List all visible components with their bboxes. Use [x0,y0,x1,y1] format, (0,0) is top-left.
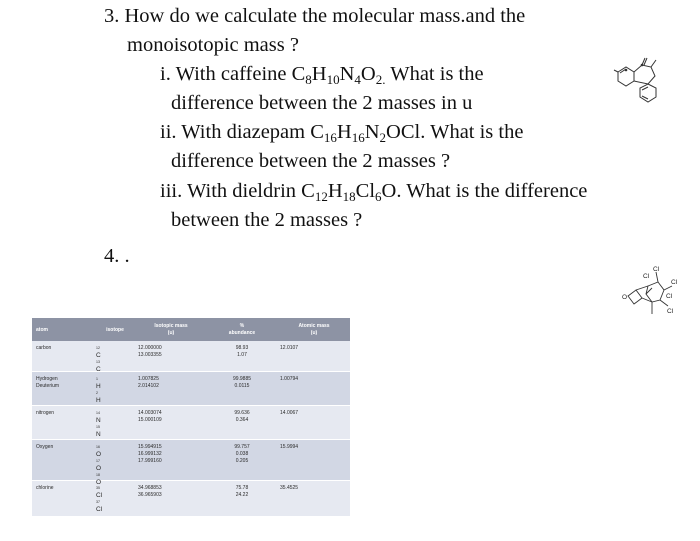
table-header-row [32,318,350,341]
header-isotope: isotope [106,326,124,333]
isotope-symbols: 35 Cl 37 Cl [96,486,103,513]
atomic-mass: 35.4525 [280,485,299,491]
isotopic-masses: 12.000000 13.003355 [138,345,162,358]
table-row [32,372,350,406]
header-abundance: % abundance [228,322,256,336]
atomic-mass: 15.9994 [280,444,299,450]
atomic-mass: 14.0067 [280,410,299,416]
header-isotopic-mass: Isotopic mass (u) [154,322,188,336]
table-row [32,481,350,517]
atom-name: carbon [36,345,52,351]
abundances: 99.757 0.038 0.205 [234,444,250,464]
question-3-line-1: 3. How do we calculate the molecular mass.and the [104,5,526,27]
question-3-item-ii: ii. With diazepam $C_{16}H_{16}N_2OCl$. What is the [160,121,524,145]
atom-name: chlorine [36,485,54,491]
dieldrin-label-cl-5: Cl [667,308,674,315]
isotopic-masses: 34.968853 36.965903 [138,485,162,498]
question-3-item-iii: iii. With dieldrin $C_{12}H_{18}Cl_6O$. What is the difference [160,180,588,204]
isotopic-masses: 15.994915 16.999132 17.999160 [138,444,162,464]
dieldrin-label-cl-2: Cl [643,273,650,280]
question-3-item-ii-line-2: difference between the 2 masses ? [171,150,451,172]
isotope-symbols: 14 N 15 N [96,411,101,438]
question-3-line-2: monoisotopic mass ? [127,34,299,56]
header-atomic-mass: Atomic mass (u) [298,322,330,336]
dieldrin-label-cl-3: Cl [671,279,678,286]
header-atom: atom [36,326,48,333]
atomic-mass: 12.0107 [280,345,299,351]
table-row [32,341,350,372]
isotopic-masses: 14.003074 15.000109 [138,410,162,423]
abundances: 99.9885 0.0115 [232,376,252,389]
question-3-item-i: i. With caffeine $C_8H_{10}N_4O_{2.}$ What is the [160,63,484,87]
isotope-symbols: 16 O 17 O 18 O [96,445,102,486]
question-3-item-i-line-2: difference between the 2 masses in u [171,92,473,114]
isotopic-masses: 1.007825 2.014102 [138,376,159,389]
atomic-mass: 1.00794 [280,376,299,382]
abundances: 98.93 1.07 [235,345,249,358]
diazepam-structure-image [612,50,676,112]
isotope-symbols: 1 H 2 H [96,377,101,404]
question-4-label: 4. . [104,245,130,267]
table-row [32,406,350,440]
dieldrin-label-o: O [622,294,628,301]
table-row [32,440,350,486]
atom-name: Hydrogen Deuterium [36,376,60,389]
isotope-symbols: 12 C 13 C [96,346,101,373]
atom-name: nitrogen [36,410,55,416]
abundances: 99.636 0.364 [234,410,250,423]
dieldrin-label-cl-1: Cl [653,266,660,273]
atom-name: Oxygen [36,444,54,450]
isotope-table [32,318,350,517]
abundances: 75.78 24.22 [235,485,249,498]
question-3-item-iii-line-2: between the 2 masses ? [171,209,363,231]
dieldrin-structure-image [622,262,682,328]
dieldrin-label-cl-4: Cl [666,293,673,300]
